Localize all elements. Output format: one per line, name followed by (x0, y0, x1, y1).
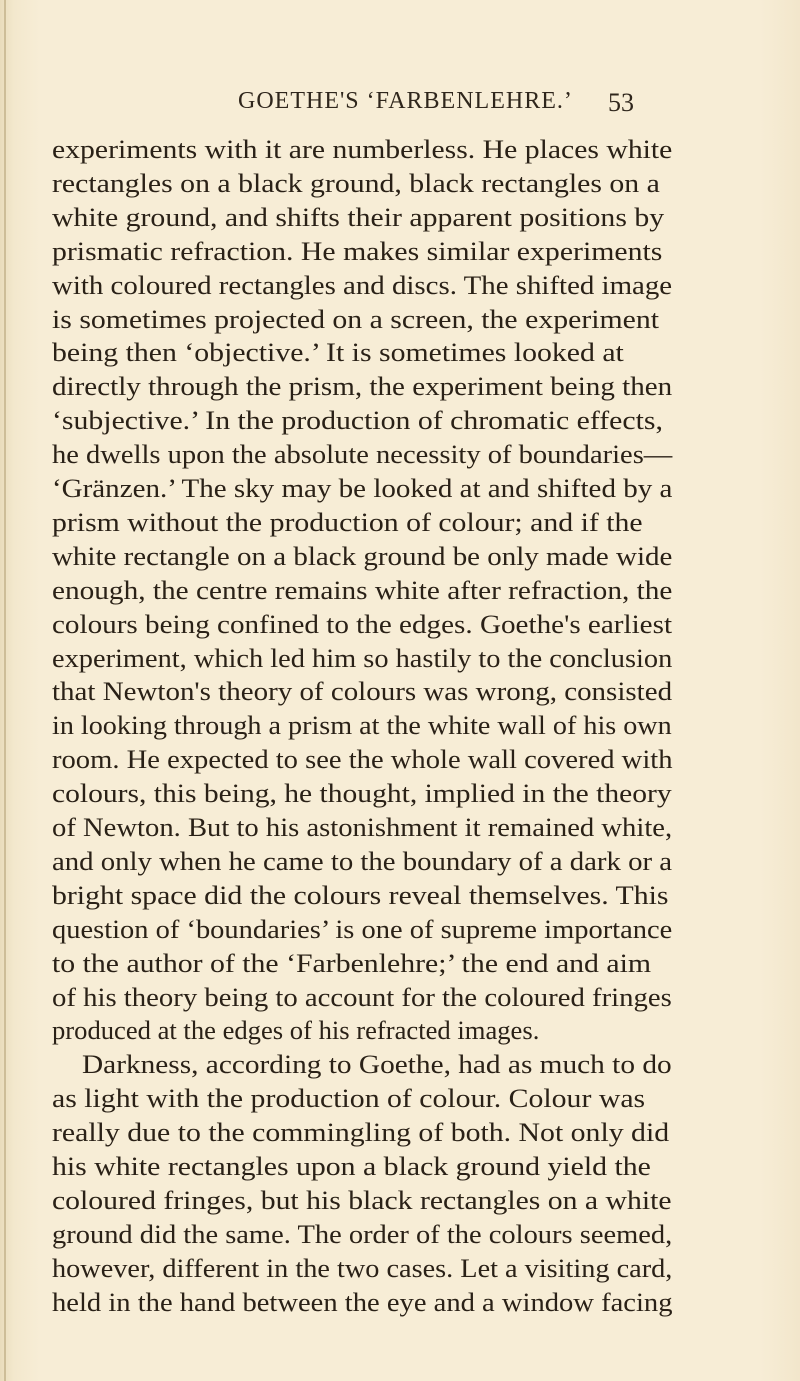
text-line: being then ‘objective.’ It is sometimes looked at (52, 337, 624, 368)
text-line: to the author of the ‘Farbenlehre;’ the end and aim (52, 947, 652, 978)
text-line: his white rectangles upon a black ground yield the (52, 1151, 651, 1181)
text-line: experiment, which led him so hastily to the conclusion (52, 642, 673, 673)
text-line: experiments with it are numberless. He places white (52, 134, 673, 164)
text-line: however, different in the two cases. Let a visiting card, (52, 1252, 673, 1283)
text-line: white rectangle on a black ground be only made wide (52, 540, 673, 571)
text-line: ‘subjective.’ In the production of chromatic effects, (52, 405, 663, 436)
text-line: is sometimes projected on a screen, the experiment (52, 303, 660, 334)
text-line: as light with the production of colour. Colour was (52, 1083, 646, 1114)
text-line: produced at the edges of his refracted images. (52, 1015, 540, 1046)
text-line: colours being confined to the edges. Goethe's earliest (52, 608, 673, 639)
body-text (52, 134, 672, 1354)
text-line: in looking through a prism at the white wall of his own (52, 710, 672, 741)
text-line: he dwells upon the absolute necessity of boundaries— (52, 439, 673, 470)
text-line: prism without the production of colour; and if the (52, 506, 643, 537)
text-line: white ground, and shifts their apparent positions by (52, 201, 665, 232)
text-line: room. He expected to see the whole wall covered with (52, 744, 673, 775)
text-line: of Newton. But to his astonishment it remained white, (52, 812, 673, 842)
text-line: really due to the commingling of both. Not only did (52, 1117, 670, 1148)
page-gutter-edge (4, 0, 6, 1381)
text-line: with coloured rectangles and discs. The shifted image (52, 269, 673, 300)
text-line: directly through the prism, the experiment being then (52, 371, 673, 402)
text-line: bright space did the colours reveal themselves. This (52, 879, 669, 910)
page-number: 53 (608, 88, 634, 117)
text-line: ‘Gränzen.’ The sky may be looked at and shifted by a (52, 473, 673, 503)
text-line: and only when he came to the boundary of a dark or a (52, 845, 673, 876)
text-line: colours, this being, he thought, implied in the theory (52, 778, 672, 809)
text-line: question of ‘boundaries’ is one of supreme importance (52, 913, 673, 944)
text-line: held in the hand between the eye and a window facing (52, 1286, 673, 1317)
running-head: GOETHE'S ‘FARBENLEHRE.’ (238, 88, 573, 114)
text-line: of his theory being to account for the coloured fringes (52, 981, 672, 1012)
text-line: rectangles on a black ground, black rectangles on a (52, 167, 660, 198)
text-line: coloured fringes, but his black rectangles on a white (52, 1184, 672, 1215)
page-header (0, 88, 800, 128)
text-line: that Newton's theory of colours was wrong, consisted (52, 676, 673, 707)
text-line: prismatic refraction. He makes similar experiments (52, 235, 663, 266)
text-line: enough, the centre remains white after refraction, the (52, 574, 673, 605)
text-line: Darkness, according to Goethe, had as much to do (82, 1049, 672, 1080)
text-line: ground did the same. The order of the colours seemed, (52, 1218, 673, 1249)
